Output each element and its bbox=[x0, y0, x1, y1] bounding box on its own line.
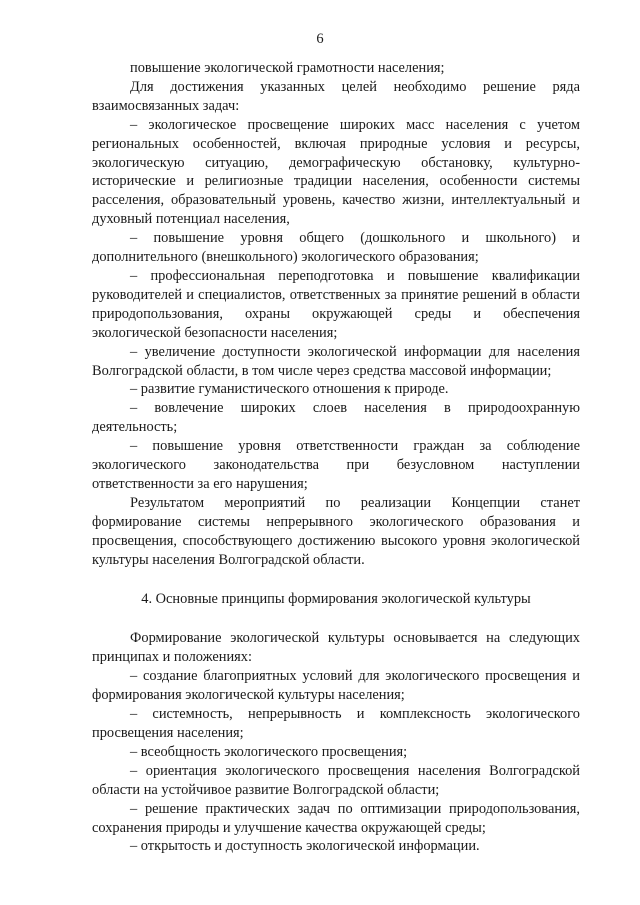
list-item: – повышение уровня общего (дошкольного и школьного) и дополнительного (внешкольного) экологического образования; bbox=[92, 230, 580, 266]
list-item: – экологическое просвещение широких масс населения с учетом региональных особенностей, включая природные условия и ресурсы, экологическую ситуацию, демографическую обстановку, культурно-исторические и религиозные традиции населения, особенности системы расселения, образовательный уровень, качество жизни, интеллектуальный и духовный потенциал населения, bbox=[92, 116, 580, 228]
list-item: – системность, непрерывность и комплексность экологического просвещения населения; bbox=[92, 706, 580, 741]
list-item: – открытость и доступность экологической информации. bbox=[130, 838, 480, 855]
section-heading: 4. Основные принципы формирования экологической культуры bbox=[141, 591, 531, 608]
paragraph: Результатом мероприятий по реализации Концепции станет формирование системы непрерывного экологического образования и просвещения, способствующего достижению высокого уровня экологической культуры населения Волгоградской области. bbox=[92, 494, 580, 568]
list-item: – вовлечение широких слоев населения в природоохранную деятельность; bbox=[92, 400, 580, 436]
list-item: – развитие гуманистического отношения к природе. bbox=[130, 381, 449, 398]
paragraph: Формирование экологической культуры основывается на следующих принципах и положениях: bbox=[92, 630, 580, 666]
list-item: – повышение уровня ответственности граждан за соблюдение экологического законодательства при безусловном наступлении ответственности за его нарушения; bbox=[92, 438, 580, 492]
list-item: – создание благоприятных условий для экологического просвещения и формирования экологической культуры населения; bbox=[92, 668, 580, 704]
paragraph: Для достижения указанных целей необходимо решение ряда взаимосвязанных задач: bbox=[92, 78, 580, 114]
list-item: – ориентация экологического просвещения населения Волгоградской области на устойчивое развитие Волгоградской области; bbox=[92, 762, 580, 798]
paragraph: повышение экологической грамотности населения; bbox=[130, 60, 445, 76]
document-body bbox=[92, 59, 580, 856]
list-item: – профессиональная переподготовка и повышение квалификации руководителей и специалистов, ответственных за принятие решений в области природопользования, охраны окружающей среды и обеспечения экологической безопасности населения; bbox=[92, 267, 580, 341]
list-item: – всеобщность экологического просвещения; bbox=[130, 743, 408, 760]
list-item: – увеличение доступности экологической информации для населения Волгоградской области, в том числе через средства массовой информации; bbox=[92, 343, 580, 379]
page-number: 6 bbox=[316, 31, 324, 47]
list-item: – решение практических задач по оптимизации природопользования, сохранения природы и улучшение качества окружающей среды; bbox=[92, 800, 580, 836]
